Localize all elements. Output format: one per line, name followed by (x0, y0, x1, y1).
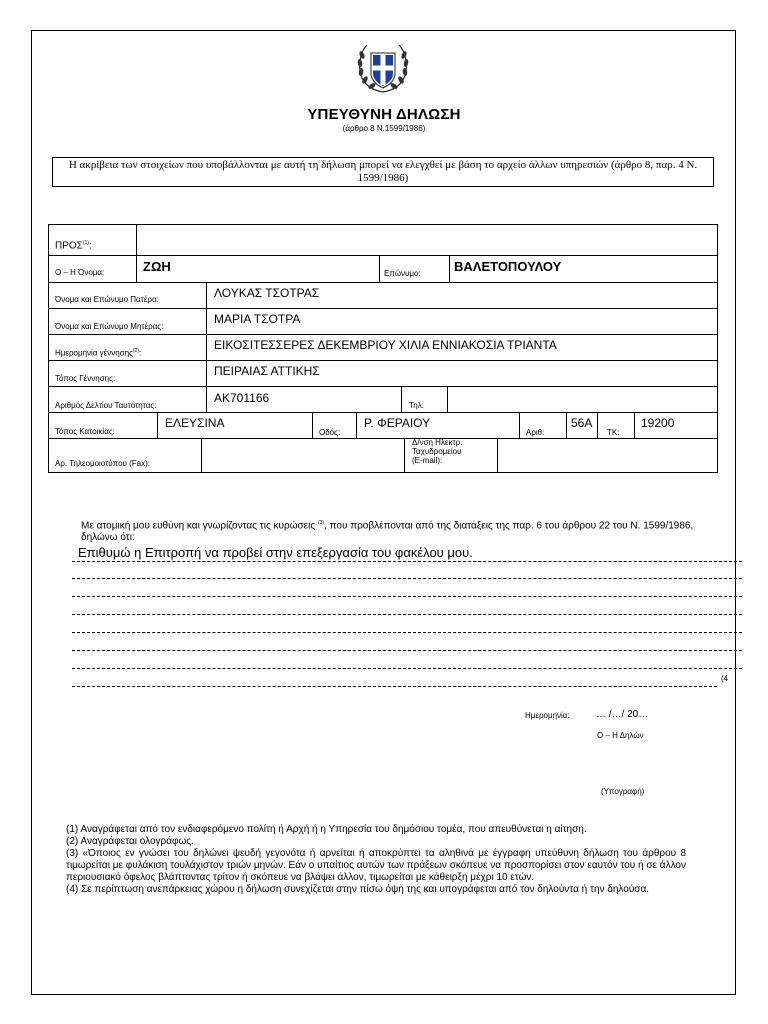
table-row-divider (49, 334, 717, 335)
residence-label: Τόπος Κατοικίας: (55, 427, 115, 436)
fax-field[interactable] (207, 443, 397, 467)
date-label: Ημερομηνία: (525, 711, 570, 720)
table-row-divider (49, 412, 717, 413)
table-col-divider (404, 438, 405, 472)
birthplace-field[interactable]: ΠΕΙΡΑΙΑΣ ΑΤΤΙΚΗΣ (214, 364, 320, 378)
id-number-label: Αριθμός Δελτίου Ταυτότητας: (55, 401, 157, 410)
surname-label: Επώνυμο: (384, 269, 421, 278)
phone-label: Τηλ: (409, 401, 424, 410)
first-name-label: Ο – Η Όνομα: (55, 268, 105, 277)
date-field[interactable]: … /…/ 20… (596, 709, 649, 720)
dashed-line (72, 614, 742, 615)
dashed-line (72, 596, 742, 597)
residence-field[interactable]: ΕΛΕΥΣΙΝΑ (165, 416, 225, 430)
table-col-divider (401, 386, 402, 412)
phone-field[interactable] (454, 391, 714, 407)
table-col-divider (634, 412, 635, 438)
declaration-intro: Με ατομική μου ευθύνη και γνωρίζοντας τις κυρώσεις $^{(3)}$, που προβλέπονται από της διατάξεις της παρ. 6 του άρθρου 22 του Ν. 1599/1986, δηλώνω ότι: (81, 520, 694, 544)
table-col-divider (206, 282, 207, 412)
table-row-divider (49, 308, 717, 309)
postal-code-field[interactable]: 19200 (641, 416, 675, 430)
verification-notice: Η ακρίβεια των στοιχείων που υποβάλλονται με αυτή τη δήλωση μπορεί να ελεγχθεί με βάση το αρχείο άλλων υπηρεσιών (άρθρο 8, παρ. 4 Ν. 1599/1986) (52, 157, 714, 187)
table-col-divider (519, 412, 520, 438)
recipient-field[interactable] (141, 233, 711, 249)
fax-label: Αρ. Τηλεομοιοτύπου (Fax): (55, 459, 150, 468)
continuation-note-mark: (4 (721, 674, 729, 683)
table-row-divider (49, 386, 717, 387)
table-col-divider (497, 438, 498, 472)
mother-name-field[interactable]: ΜΑΡΙΑ ΤΣΟΤΡΑ (214, 312, 301, 326)
table-row-divider (49, 438, 717, 439)
footnote-3: (3) «Όποιος εν γνώσει του δηλώνει ψευδή γεγονότα ή αρνείται ή αποκρύπτει τα αληθινά με έγγραφη υπεύθυνη δήλωση του άρθρου 8 τιμωρείται με φυλάκιση τουλάχιστον τριών μηνών. Εάν ο υπαίτιος αυτών των πράξεων σκόπευε να προσπορίσει στον εαυτόν του ή σε άλλον περιουσιακό όφελος βλάπτοντας τρίτον ή σκόπευε να βλάψει άλλον, τιμωρείται με κάθειρξη μέχρι 10 ετών. (66, 848, 686, 883)
table-col-divider (379, 255, 380, 282)
table-col-divider (447, 386, 448, 412)
footnote-1: (1) Αναγράφεται από τον ενδιαφερόμενο πολίτη ή Αρχή ή η Υπηρεσία του δημόσιου τομέα, που απευθύνεται η αίτηση. (66, 824, 587, 835)
dashed-line (72, 686, 717, 687)
personal-details-table (48, 224, 718, 473)
recipient-label: ΠΡΟΣ$^{(1)}$: (55, 240, 92, 252)
dashed-line (72, 632, 742, 633)
table-col-divider (312, 412, 313, 438)
street-field[interactable]: Ρ. ΦΕΡΑΙΟΥ (364, 416, 431, 430)
table-col-divider (597, 412, 598, 438)
declarant-label: Ο – Η Δηλών (597, 731, 644, 740)
table-col-divider (356, 412, 357, 438)
dashed-line (72, 650, 742, 651)
table-col-divider (201, 438, 202, 472)
declaration-statement[interactable]: Επιθυμώ η Επιτροπή να προβεί στην επεξεργασία του φακέλου μου. (78, 545, 473, 560)
table-row-divider (49, 282, 717, 283)
id-number-field[interactable]: ΑΚ701166 (214, 391, 270, 405)
email-label: Δ/νση Ηλεκτρ. Ταχυδρομείου (E-mail): (412, 438, 463, 465)
footnote-2: (2) Αναγράφεται ολογράφως. (66, 836, 194, 847)
birthplace-label: Τόπος Γέννησης: (55, 374, 116, 383)
father-name-field[interactable]: ΛΟΥΚΑΣ ΤΣΟΤΡΑΣ (214, 286, 320, 300)
email-field[interactable] (503, 443, 713, 467)
birthdate-field[interactable]: ΕΙΚΟΣΙΤΕΣΣΕΡΕΣ ΔΕΚΕΜΒΡΙΟΥ ΧΙΛΙΑ ΕΝΝΙΑΚΟΣΙΑ ΤΡΙΑΝΤΑ (214, 338, 557, 352)
first-name-field[interactable]: ΖΩΗ (143, 259, 171, 274)
table-col-divider (136, 255, 137, 282)
dashed-line (72, 578, 742, 579)
table-row-divider (49, 255, 717, 256)
birthdate-label: Ημερομηνία γέννησης$^{(2)}$: (55, 348, 142, 358)
street-number-field[interactable]: 56Α (571, 416, 593, 430)
document-title: ΥΠΕΥΘΥΝΗ ΔΗΛΩΣΗ (307, 106, 461, 123)
street-number-label: Αριθ: (526, 428, 545, 437)
table-col-divider (566, 412, 567, 438)
father-name-label: Όνομα και Επώνυμο Πατέρα: (55, 295, 159, 304)
mother-name-label: Όνομα και Επώνυμο Μητέρας: (55, 322, 164, 331)
signature-label: (Υπογραφή) (601, 787, 645, 796)
greek-emblem-icon (355, 43, 411, 95)
footnotes (66, 824, 686, 896)
table-row-divider (49, 360, 717, 361)
table-col-divider (157, 412, 158, 438)
surname-field[interactable]: ΒΑΛΕΤΟΠΟΥΛΟΥ (454, 259, 562, 274)
postal-code-label: ΤΚ: (607, 428, 620, 437)
dashed-line (72, 561, 742, 562)
document-subtitle: (άρθρο 8 Ν.1599/1986) (342, 124, 426, 133)
table-col-divider (449, 255, 450, 282)
dashed-line (72, 668, 742, 669)
table-col-divider (136, 225, 137, 255)
street-label: Οδός: (319, 428, 341, 437)
footnote-4: (4) Σε περίπτωση ανεπάρκειας χώρου η δήλωση συνεχίζεται στην πίσω όψη της και υπογράφεται από τον δηλούντα ή την δηλούσα. (66, 884, 650, 895)
